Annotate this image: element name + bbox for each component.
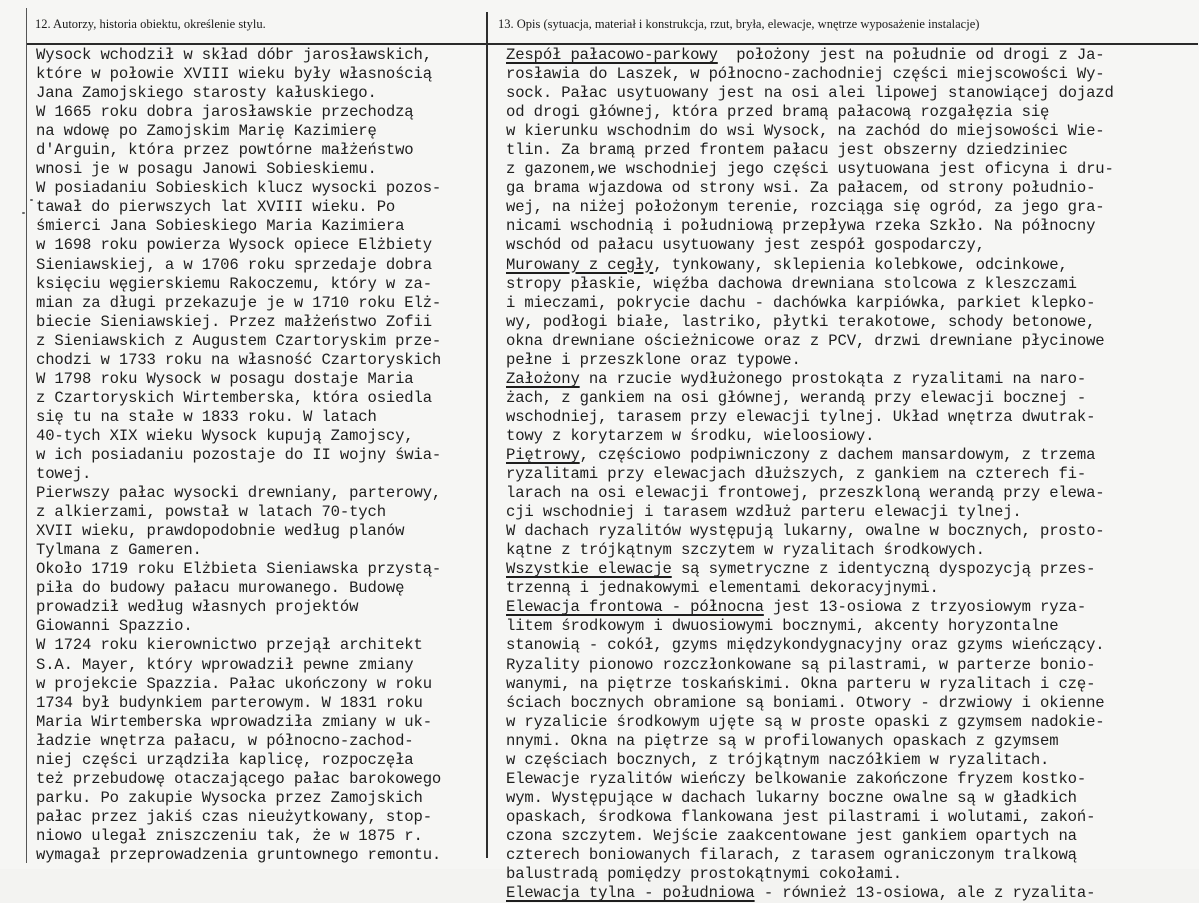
section-heading-underlined: Elewacja frontowa - północna bbox=[506, 598, 764, 617]
history-text-line: wymagał przeprowadzenia gruntownego remontu. bbox=[36, 845, 442, 864]
description-text-column bbox=[506, 46, 1192, 903]
section-heading-underlined: Zespół pałacowo-parkowy bbox=[506, 46, 718, 64]
description-text-line bbox=[506, 122, 1192, 141]
description-text-run: ściach bocznych obramione są boniami. Otwory - drzwiowy i okienne bbox=[506, 693, 1105, 712]
description-text-run: są symetryczne z identyczną dyspozycją przes- bbox=[671, 560, 1096, 579]
history-text-line: Pierwszy pałac wysocki drewniany, parterowy, bbox=[36, 484, 442, 503]
column-divider bbox=[486, 12, 488, 858]
history-text-line: w 1698 roku powierza Wysock opiece Elżbiety bbox=[36, 236, 432, 255]
description-text-run: balustradą pomiędzy prostokątnymi cokołami. bbox=[506, 865, 902, 884]
description-text-run: okna drewniane ościeżnicowe oraz z PCV, drzwi drewniane płycinowe bbox=[506, 331, 1105, 350]
description-text-run: - również 13-osiowa, ale z ryzalita- bbox=[754, 884, 1096, 903]
description-text-run: litem środkowym i dwuosiowymi bocznymi, akcenty horyzontalne bbox=[506, 617, 1059, 636]
description-text-run: larach na osi elewacji frontowej, przeszkloną werandą przy elewa- bbox=[506, 484, 1105, 503]
description-text-run: w częściach bocznych, z trójkątnym naczółkiem w ryzalitach. bbox=[506, 750, 1050, 769]
description-text-line bbox=[506, 294, 1192, 313]
description-text-run: wschód od pałacu usytuowany jest zespół gospodarczy, bbox=[506, 236, 985, 255]
description-text-line bbox=[506, 198, 1192, 217]
description-text-run: od drogi głównej, która przed bramą pałacową rozgałęzia się bbox=[506, 103, 1050, 122]
description-text-line bbox=[506, 827, 1192, 846]
description-text-run: jest 13-osiowa z trzyosiowym ryza- bbox=[763, 598, 1087, 617]
history-text-line: Maria Wirtemberska wprowadziła zmiany w uk- bbox=[36, 712, 432, 731]
description-text-run: cji wschodniej i tarasem wzdłuż parteru elewacji tylnej. bbox=[506, 503, 1022, 522]
section-heading-underlined: Piętrowy bbox=[506, 445, 580, 464]
description-text-run: wy, podłogi białe, lastriko, płytki terakotowe, schody betonowe, bbox=[506, 312, 1096, 331]
description-text-line bbox=[506, 46, 1192, 65]
history-text-line: z Sieniawskich z Augustem Czartoryskim prze- bbox=[36, 331, 442, 350]
description-text-line bbox=[506, 217, 1192, 236]
description-text-line bbox=[506, 789, 1192, 808]
description-text-run: , częściowo podpiwniczony z dachem mansardowym, z trzema bbox=[579, 445, 1096, 464]
description-text-line bbox=[506, 256, 1192, 275]
description-text-line bbox=[506, 351, 1192, 370]
description-text-run: i mieczami, pokrycie dachu - dachówka karpiówka, parkiet klepko- bbox=[506, 293, 1096, 312]
scan-speck bbox=[30, 199, 33, 201]
history-text-line: z Czartoryskich Wirtemberska, która osiedla bbox=[36, 388, 432, 407]
description-text-line bbox=[506, 408, 1192, 427]
description-text-line bbox=[506, 103, 1192, 122]
description-text-run: kątne z trójkątnym szczytem w ryzalitach środkowych. bbox=[506, 541, 985, 560]
description-text-run: pełne i przeszklone oraz typowe. bbox=[506, 350, 801, 369]
history-text-line: W 1665 roku dobra jarosławskie przechodzą bbox=[36, 103, 414, 122]
description-text-line bbox=[506, 160, 1192, 179]
description-text-run: ryzalitami przy elewacjach dłuższych, z gankiem na czterech fi- bbox=[506, 465, 1087, 484]
description-text-line bbox=[506, 236, 1192, 255]
history-text-line: pałac przez jakiś czas nieużytkowany, stop- bbox=[36, 807, 432, 826]
description-text-run: stanowią - cokół, gzyms międzykondygnacyjny oraz gzyms wieńczący. bbox=[506, 636, 1105, 655]
description-text-run: stropy płaskie, więźba dachowa drewniana stolcowa z kleszczami bbox=[506, 274, 1077, 293]
section-heading-underlined: Założony bbox=[506, 369, 580, 388]
description-text-line bbox=[506, 579, 1192, 598]
history-text-line: d'Arguin, która przez powtórne małżeństwo bbox=[36, 141, 414, 160]
description-text-line bbox=[506, 732, 1192, 751]
history-text-line: W 1724 roku kierownictwo przejął architekt bbox=[36, 636, 423, 655]
description-text-line bbox=[506, 751, 1192, 770]
section-heading-underlined: Elewacja tylna - południowa bbox=[506, 884, 755, 903]
description-text-line bbox=[506, 846, 1192, 865]
section-heading-underlined: Wszystkie elewacje bbox=[506, 560, 672, 579]
description-text-run: wym. Występujące w dachach lukarny boczne owalne są w gładkich bbox=[506, 788, 1077, 807]
history-text-line: niowo ulegał zniszczeniu tak, że w 1875 r. bbox=[36, 826, 423, 845]
history-text-line: mian za długi przekazuje je w 1710 roku Elż- bbox=[36, 293, 442, 312]
description-text-run: towy z korytarzem w środku, wieloosiowy. bbox=[506, 426, 875, 445]
description-text-line bbox=[506, 560, 1192, 579]
description-text-line bbox=[506, 389, 1192, 408]
description-text-run: nnymi. Okna na piętrze są w profilowanych opaskach z gzymsem bbox=[506, 731, 1059, 750]
description-text-run: nicami wschodnią i południową przepływa rzeka Szkło. Na północny bbox=[506, 217, 1096, 236]
description-text-line bbox=[506, 179, 1192, 198]
description-text-line bbox=[506, 636, 1192, 655]
description-text-line bbox=[506, 865, 1192, 884]
history-text-line: W 1798 roku Wysock w posagu dostaje Maria bbox=[36, 369, 414, 388]
history-text-line: 40-tych XIX wieku Wysock kupują Zamojscy, bbox=[36, 426, 414, 445]
history-text-line: chodzi w 1733 roku na własność Czartoryskich bbox=[36, 350, 442, 369]
scan-speck bbox=[22, 212, 25, 214]
description-text-line bbox=[506, 313, 1192, 332]
description-text-line bbox=[506, 65, 1192, 84]
description-text-line bbox=[506, 884, 1192, 903]
description-text-line bbox=[506, 598, 1192, 617]
history-text-line: piła do budowy pałacu murowanego. Budowę bbox=[36, 579, 405, 598]
section-heading-underlined: Murowany z cegły bbox=[506, 255, 654, 274]
header-rule bbox=[26, 43, 1198, 45]
history-text-line: XVII wieku, prawdopodobnie według planów bbox=[36, 522, 405, 541]
history-text-line: prowadził według własnych projektów bbox=[36, 598, 359, 617]
history-text-line: 1734 był budynkiem parterowym. W 1831 roku bbox=[36, 693, 423, 712]
description-text-line bbox=[506, 370, 1192, 389]
description-text-run: Ryzality pionowo rozczłonkowane są pilastrami, w parterze bonio- bbox=[506, 655, 1096, 674]
description-text-line bbox=[506, 770, 1192, 789]
section-13-header: 13. Opis (sytuacja, materiał i konstrukcja, rzut, bryła, elewacje, wnętrze wyposażenie instalacje) bbox=[498, 17, 980, 31]
history-text-line: w projekcie Spazzia. Pałac ukończony w roku bbox=[36, 674, 432, 693]
history-text-line: Wysock wchodził w skład dóbr jarosławskich, bbox=[36, 46, 432, 64]
history-text-line: na wdowę po Zamojskim Marię Kazimierę bbox=[36, 122, 377, 141]
description-text-run: opaskach, środkowa flankowana jest pilastrami i wolutami, zakoń- bbox=[506, 807, 1096, 826]
history-text-line: ładzie wnętrza pałacu, w północno-zachod- bbox=[36, 731, 414, 750]
history-text-line: śmierci Jana Sobieskiego Maria Kazimiera bbox=[36, 217, 405, 236]
description-text-line bbox=[506, 541, 1192, 560]
history-text-line: które w połowie XVIII wieku były własnością bbox=[36, 65, 432, 84]
description-text-run: czterech boniowanych filarach, z tarasem ograniczonym tralkową bbox=[506, 845, 1077, 864]
left-margin-rule bbox=[26, 8, 27, 863]
description-text-run: położony jest na południe od drogi z Ja- bbox=[717, 46, 1105, 64]
description-text-run: wanymi, na piętrze toskańskimi. Okna parteru w ryzalitach i czę- bbox=[506, 674, 1096, 693]
description-text-line bbox=[506, 141, 1192, 160]
description-text-line bbox=[506, 465, 1192, 484]
history-text-line: niej części urządziła kaplicę, rozpoczęła bbox=[36, 750, 414, 769]
description-text-line bbox=[506, 675, 1192, 694]
description-text-line bbox=[506, 713, 1192, 732]
description-text-run: żach, z gankiem na osi głównej, werandą przy elewacji bocznej - bbox=[506, 388, 1087, 407]
history-text-line: się tu na stałe w 1833 roku. W latach bbox=[36, 407, 377, 426]
description-text-run: wschodniej, tarasem przy elewacji tylnej. Układ wnętrza dwutrak- bbox=[506, 407, 1096, 426]
history-text-line: z alkierzami, powstał w latach 70-tych bbox=[36, 503, 386, 522]
history-text-line: Około 1719 roku Elżbieta Sieniawska przystą- bbox=[36, 560, 442, 579]
description-text-line bbox=[506, 446, 1192, 465]
description-text-run: W dachach ryzalitów występują lukarny, owalne w bocznych, prosto- bbox=[506, 522, 1105, 541]
description-text-run: w kierunku wschodnim do wsi Wysock, na zachód do miejsowości Wie- bbox=[506, 122, 1105, 141]
description-text-line bbox=[506, 522, 1192, 541]
history-text-line: w ich posiadaniu pozostaje do II wojny świa- bbox=[36, 445, 442, 464]
description-text-run: ga brama wjazdowa od strony wsi. Za pałacem, od strony południo- bbox=[506, 179, 1096, 198]
description-text-run: Elewacje ryzalitów wieńczy belkowanie zakończone fryzem kostko- bbox=[506, 769, 1087, 788]
history-text-line: Giowanni Spazzio. bbox=[36, 617, 193, 636]
description-text-line bbox=[506, 656, 1192, 675]
description-text-line bbox=[506, 808, 1192, 827]
history-text-line: też przebudowę otaczającego pałac barokowego bbox=[36, 769, 442, 788]
description-text-run: tlin. Za bramą przed frontem pałacu jest obszerny dziedziniec bbox=[506, 141, 1068, 160]
description-text-line bbox=[506, 332, 1192, 351]
history-text-line: towej. bbox=[36, 465, 92, 484]
description-text-run: wej, na niżej położonym terenie, rozciąga się ogród, za jego gra- bbox=[506, 198, 1105, 217]
history-text-line: W posiadaniu Sobieskich klucz wysocki pozos- bbox=[36, 179, 442, 198]
history-text-line: S.A. Mayer, który wprowadził pewne zmiany bbox=[36, 655, 414, 674]
history-text-column bbox=[36, 46, 481, 865]
history-text-line: księciu węgierskiemu Rakoczemu, który w za- bbox=[36, 274, 432, 293]
description-text-run: na rzucie wydłużonego prostokąta z ryzalitami na naro- bbox=[579, 369, 1087, 388]
description-text-run: sock. Pałac usytuowany jest na osi alei lipowej stanowiącej dojazd bbox=[506, 84, 1114, 103]
history-text-line: parku. Po zakupie Wysocka przez Zamojskich bbox=[36, 788, 423, 807]
history-text-line: Jana Zamojskiego starosty kałuskiego. bbox=[36, 84, 377, 103]
history-text-line: biecie Sieniawskiej. Przez małżeństwo Zofii bbox=[36, 312, 432, 331]
description-text-run: rosławia do Laszek, w północno-zachodniej części miejscowości Wy- bbox=[506, 65, 1105, 84]
description-text-line bbox=[506, 617, 1192, 636]
description-text-run: trzenną i jednakowymi elementami dekoracyjnymi. bbox=[506, 579, 939, 598]
description-text-line bbox=[506, 503, 1192, 522]
description-text-line bbox=[506, 427, 1192, 446]
description-text-line bbox=[506, 694, 1192, 713]
history-text-line: Sieniawskiej, a w 1706 roku sprzedaje dobra bbox=[36, 255, 432, 274]
description-text-run: , tynkowany, sklepienia kolebkowe, odcinkowe, bbox=[653, 255, 1068, 274]
history-text-line: tawał do pierwszych lat XVIII wieku. Po bbox=[36, 198, 396, 217]
history-text-line: wnosi je w posagu Janowi Sobieskiemu. bbox=[36, 160, 377, 179]
description-text-run: z gazonem,we wschodniej jego części usytuowana jest oficyna i dru- bbox=[506, 160, 1114, 179]
description-text-line bbox=[506, 275, 1192, 294]
description-text-run: w ryzalicie środkowym ujęte są w proste opaski z gzymsem nadokie- bbox=[506, 712, 1105, 731]
section-12-header: 12. Autorzy, historia obiektu, określenie stylu. bbox=[35, 17, 266, 31]
description-text-line bbox=[506, 84, 1192, 103]
description-text-line bbox=[506, 484, 1192, 503]
history-text-line: Tylmana z Gameren. bbox=[36, 541, 202, 560]
description-text-run: czona szczytem. Wejście zaakcentowane jest gankiem opartych na bbox=[506, 826, 1077, 845]
